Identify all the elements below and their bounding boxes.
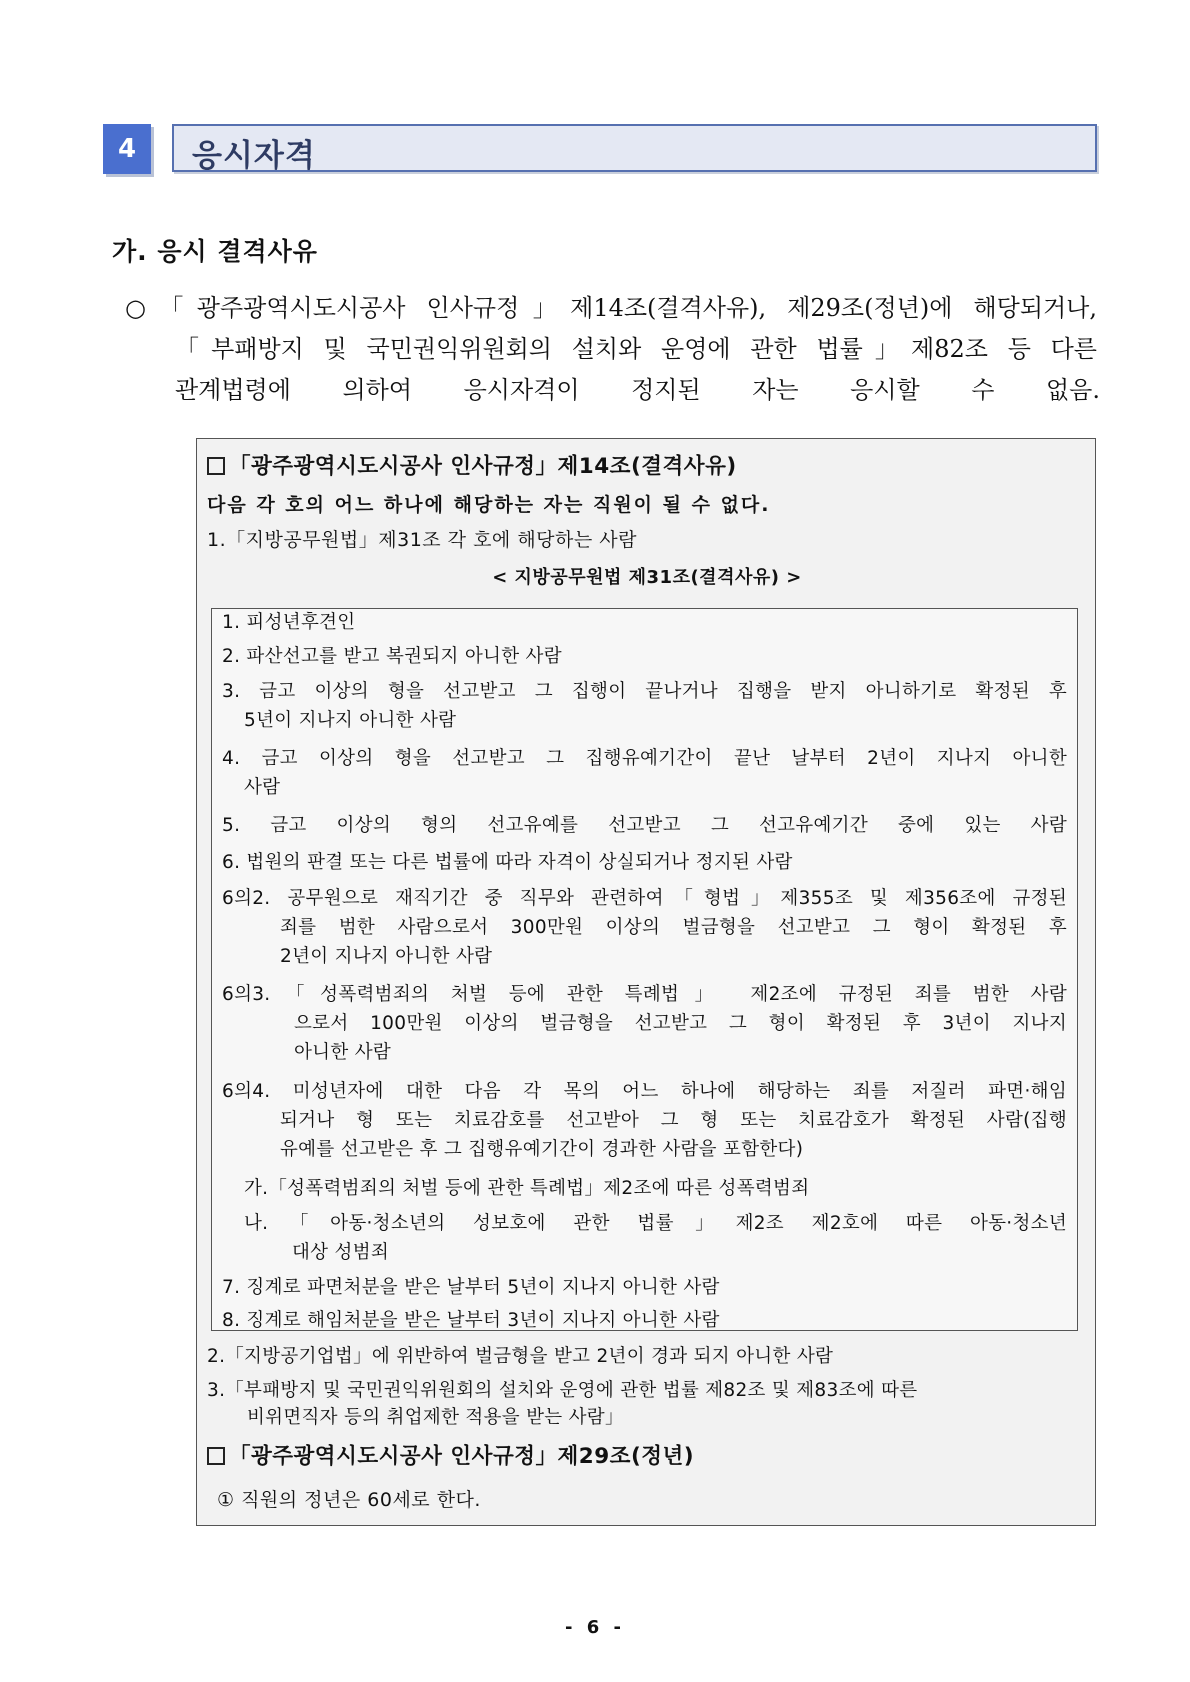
section-title-box — [172, 124, 1097, 172]
regulation-item-2-text: 2.「지방공기업법」에 위반하여 벌금형을 받고 2년이 경과 되지 아니한 사람 — [207, 1346, 834, 1367]
law-item-6-4-ga — [244, 1174, 1067, 1203]
law-item-4 — [222, 744, 1067, 802]
regulation-title-29 — [207, 1439, 694, 1470]
law-item-6-text: 6. 법원의 판결 또는 다른 법률에 따라 자격이 상실되거나 정지된 사람 — [222, 852, 793, 873]
law-item-6-2-line-1: 6의2. 공무원으로 재직기간 중 직무와 관련하여「형법」제355조 및 제356조에 규정된 — [222, 888, 1067, 909]
retirement-age-text: ① 직원의 정년은 60세로 한다. — [217, 1489, 481, 1511]
law-item-4-line-2: 사람 — [244, 777, 281, 798]
regulation-title-14-text: 「광주광역시도시공사 인사규정」제14조(결격사유) — [229, 454, 737, 479]
law-item-4-line-1: 4. 금고 이상의 형을 선고받고 그 집행유예기간이 끝난 날부터 2년이 지나지 아니한 — [222, 748, 1067, 769]
law-item-6-2-line-2: 죄를 범한 사람으로서 300만원 이상의 벌금형을 선고받고 그 형이 확정된 후 — [280, 917, 1067, 938]
law-item-2-text: 2. 파산선고를 받고 복권되지 아니한 사람 — [222, 646, 562, 667]
law-item-3-line-1: 3. 금고 이상의 형을 선고받고 그 집행이 끝나거나 집행을 받지 아니하기로 확정된 후 — [222, 681, 1067, 702]
law-item-6-3-line-3: 아니한 사람 — [294, 1042, 392, 1063]
page-number: - 6 - — [565, 1617, 625, 1638]
intro-line-1: ○「광주광역시도시공사 인사규정」제14조(결격사유), 제29조(정년)에 해당되거나, — [125, 294, 1097, 322]
section-title: 응시자격 — [192, 138, 316, 174]
law-item-7 — [222, 1273, 1067, 1302]
law-item-6-4-na-line-1: 나.「아동·청소년의 성보호에 관한 법률」제2조 제2호에 따른 아동·청소년 — [244, 1213, 1067, 1234]
regulation-item-3-line-1: 3.「부패방지 및 국민권익위원회의 설치와 운영에 관한 법률 제82조 및 제83조에 따른 — [207, 1380, 918, 1401]
intro-paragraph — [125, 288, 1100, 411]
law-item-6 — [222, 848, 1067, 877]
law-item-6-3-line-2: 으로서 100만원 이상의 벌금형을 선고받고 그 형이 확정된 후 3년이 지나지 — [294, 1013, 1067, 1034]
law-article-box — [211, 608, 1078, 1331]
checkbox-square-icon — [207, 457, 225, 475]
law-item-1 — [222, 608, 1067, 637]
subheading: 가. 응시 결격사유 — [112, 237, 318, 266]
law-item-6-2 — [222, 884, 1067, 971]
law-item-3 — [222, 677, 1067, 735]
law-item-6-4-line-3: 유예를 선고받은 후 그 집행유예기간이 경과한 사람을 포함한다) — [280, 1139, 804, 1160]
law-item-6-4-line-2: 되거나 형 또는 치료감호를 선고받아 그 형 또는 치료감호가 확정된 사람(집행 — [280, 1110, 1067, 1131]
regulation-item-3 — [207, 1377, 1087, 1431]
regulation-box — [196, 438, 1096, 1526]
law-item-5 — [222, 811, 1067, 840]
law-item-5-text: 5. 금고 이상의 형의 선고유예를 선고받고 그 선고유예기간 중에 있는 사람 — [222, 815, 1067, 836]
law-item-8 — [222, 1306, 1067, 1335]
law-item-6-2-line-3: 2년이 지나지 아니한 사람 — [280, 946, 493, 967]
checkbox-square-icon — [207, 1447, 225, 1465]
intro-line-3: 관계법령에 의하여 응시자격이 정지된 자는 응시할 수 없음. — [175, 376, 1100, 404]
section-number: 4 — [103, 124, 151, 174]
law-item-6-4 — [222, 1077, 1067, 1164]
regulation-title-29-text: 「광주광역시도시공사 인사규정」제29조(정년) — [229, 1444, 695, 1469]
regulation-item-2 — [207, 1343, 1087, 1370]
law-item-3-line-2: 5년이 지나지 아니한 사람 — [244, 710, 457, 731]
intro-line-2: 「부패방지 및 국민권익위원회의 설치와 운영에 관한 법률」제82조 등 다른 — [175, 335, 1097, 363]
law-item-6-3-line-1: 6의3.「성폭력범죄의 처벌 등에 관한 특례법」 제2조에 규정된 죄를 범한 사람 — [222, 984, 1067, 1005]
regulation-item-3-line-2: 비위면직자 등의 취업제한 적용을 받는 사람」 — [247, 1407, 624, 1428]
law-item-6-4-na — [244, 1209, 1067, 1267]
regulation-title-14 — [207, 449, 737, 480]
law-item-6-4-na-line-2: 대상 성범죄 — [292, 1242, 390, 1263]
law-subtitle: < 지방공무원법 제31조(결격사유) > — [492, 567, 802, 588]
regulation-item-1: 1.「지방공무원법」제31조 각 호에 해당하는 사람 — [207, 529, 637, 551]
law-item-6-3 — [222, 980, 1067, 1067]
law-item-2 — [222, 642, 1067, 671]
regulation-lead: 다음 각 호의 어느 하나에 해당하는 자는 직원이 될 수 없다. — [207, 494, 771, 516]
law-item-7-text: 7. 징계로 파면처분을 받은 날부터 5년이 지나지 아니한 사람 — [222, 1277, 720, 1298]
law-item-6-4-ga-text: 가.「성폭력범죄의 처벌 등에 관한 특례법」제2조에 따른 성폭력범죄 — [244, 1178, 810, 1199]
law-item-8-text: 8. 징계로 해임처분을 받은 날부터 3년이 지나지 아니한 사람 — [222, 1310, 720, 1331]
law-item-6-4-line-1: 6의4. 미성년자에 대한 다음 각 목의 어느 하나에 해당하는 죄를 저질러 파면·해임 — [222, 1081, 1067, 1102]
law-item-1-text: 1. 피성년후견인 — [222, 612, 356, 633]
